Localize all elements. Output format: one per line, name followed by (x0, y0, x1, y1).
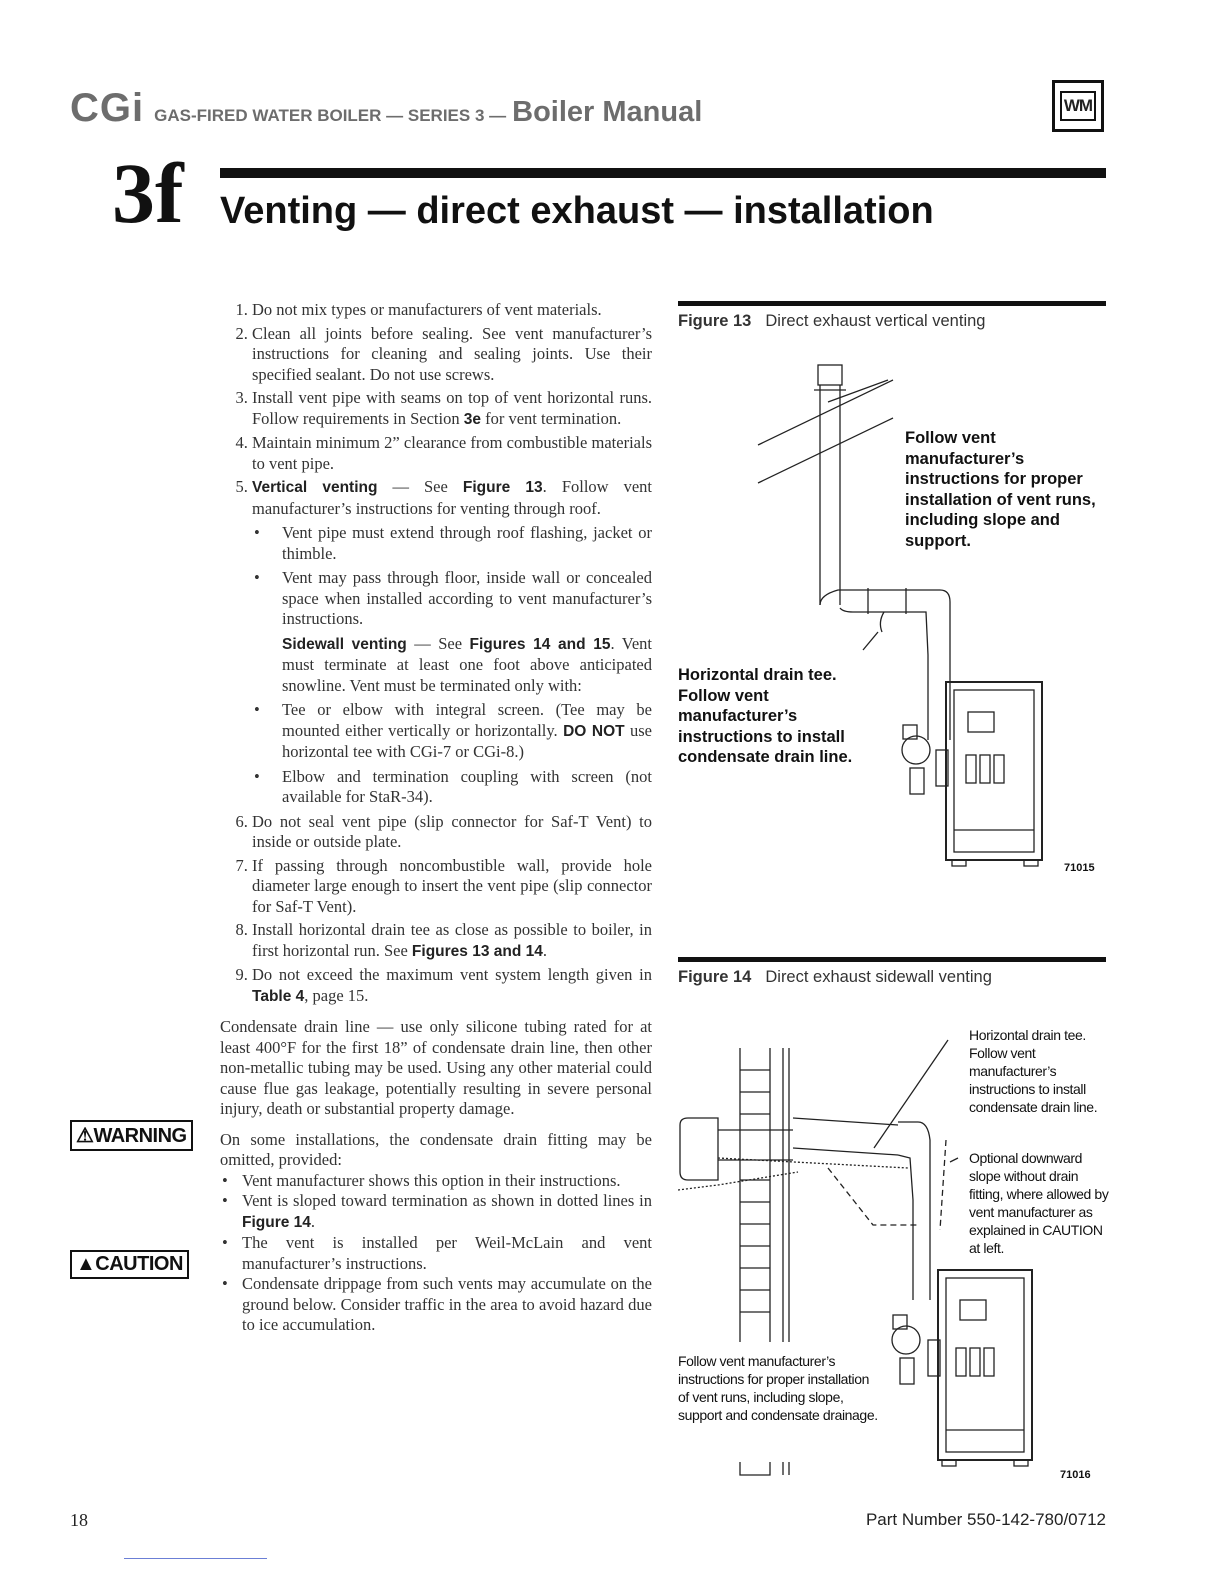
warning-text: Condensate drain line — use only silicone tubing rated for at least 400°F for the first 18” of condensate drain line, then other non-metallic tubing may be used. Using any other material could cause flue gas leakage, potentially resulting in severe personal injury, death or substantial property damage. (220, 1017, 652, 1118)
step-text: . Follow vent manufacturer’s instructions for venting through roof. (252, 477, 653, 518)
step-2 (252, 324, 652, 386)
bullet-item: • Vent may pass through floor, inside wall or concealed space when installed according to vent manufacturer’s instructions. (282, 568, 652, 630)
table-ref: Table 4 (252, 987, 305, 1005)
vertical-venting-heading: Vertical venting (252, 479, 378, 496)
figure-ref: Figure 13 (462, 479, 543, 496)
sidewall-venting-paragraph (282, 634, 652, 697)
step-text: If passing through noncombustible wall, provide hole diameter large enough to insert the vent pipe (slip connector for Saf-T Vent). (252, 855, 652, 916)
caution-triangle-icon: ▲ (76, 1253, 96, 1275)
step-text: Maintain minimum 2” clearance from combustible materials to vent pipe. (252, 433, 652, 473)
header-manual-title: Boiler Manual (512, 96, 703, 128)
step-text: Do not mix types or manufacturers of vent materials. (252, 300, 602, 319)
figure-13-vent-note: Follow vent manufacturer’s instructions for proper installation of vent runs, including slope and support. (905, 429, 1096, 550)
bullet-text: Tee or elbow with integral screen. (Tee may be mounted either vertically or horizontally. (282, 700, 652, 740)
warning-notice (220, 1017, 652, 1120)
warning-badge (70, 1120, 193, 1151)
step-8 (252, 920, 652, 962)
caution-bullets (220, 1171, 652, 1336)
sidewall-venting-bullets (252, 700, 652, 808)
step-5 (252, 477, 652, 808)
step-text: — See (377, 477, 463, 496)
step-text: Clean all joints before sealing. See vent manufacturer’s instructions for cleaning and sealing joints. Use their specified sealant. Do not use screws. (252, 323, 652, 384)
bullet-item: • Vent manufacturer shows this option in their instructions. (242, 1171, 652, 1192)
bullet-item (282, 700, 652, 763)
figure-13-title: Direct exhaust vertical venting (765, 312, 986, 330)
warning-label: WARNING (93, 1125, 187, 1147)
part-number: Part Number 550-142-780/0712 (865, 1510, 1106, 1529)
section-rule (220, 168, 1106, 178)
step-text: . (542, 940, 547, 960)
figure-14-number: 71016 (1060, 1469, 1091, 1481)
step-text: Do not seal vent pipe (slip connector for Saf-T Vent) to inside or outside plate. (252, 811, 652, 851)
figure-13-caption (678, 312, 985, 331)
step-9 (252, 965, 652, 1007)
caution-label: CAUTION (95, 1253, 183, 1275)
bullet-text: . (310, 1211, 316, 1231)
figure-13-number: 71015 (1064, 862, 1095, 874)
running-header (70, 86, 702, 131)
bullet-item: • Elbow and termination coupling with screen (not available for StaR-34). (282, 767, 652, 808)
step-1 (252, 300, 652, 321)
page-number: 18 (70, 1510, 88, 1530)
figure-14-caption (678, 968, 992, 987)
header-subtitle: GAS-FIRED WATER BOILER — SERIES 3 — (154, 106, 507, 125)
figure-ref: Figure 14 (242, 1213, 311, 1231)
figure-14-vent-note: Follow vent manufacturer’s instructions for proper installation of vent runs, including slope, support and condensate drainage. (678, 1353, 878, 1423)
sidewall-venting-heading: Sidewall venting (282, 635, 407, 653)
step-text: Do not exceed the maximum vent system length given in (252, 965, 652, 984)
figure-ref: Figures 14 and 15 (469, 635, 611, 653)
step-text: — See (406, 633, 470, 653)
step-text: Install vent pipe with seams on top of vent horizontal runs. Follow requirements in Section (252, 388, 652, 428)
bullet-item: • Condensate drippage from such vents may accumulate on the ground below. Consider traffic in the area to avoid hazard due to ice accumulation. (242, 1274, 652, 1336)
bullet-text: use horizontal tee with CGi-7 or CGi-8.) (282, 720, 652, 761)
caution-badge (70, 1250, 189, 1279)
figure-14-rule (678, 957, 1106, 962)
step-3 (252, 388, 652, 430)
bullet-item: • The vent is installed per Weil-McLain and vent manufacturer’s instructions. (242, 1233, 652, 1274)
step-text: Install horizontal drain tee as close as possible to boiler, in first horizontal run. See (252, 920, 652, 960)
bullet-item (242, 1191, 652, 1233)
bullet-text: Vent is sloped toward termination as shown in dotted lines in (242, 1191, 652, 1210)
step-7 (252, 856, 652, 918)
figure-14-drain-note: Horizontal drain tee. Follow vent manufacturer’s instructions to install condensate drain line. (969, 1027, 1098, 1115)
bullet-item: • Vent pipe must extend through roof flashing, jacket or thimble. (282, 523, 652, 564)
instructions-column (220, 300, 652, 1336)
section-title: Venting — direct exhaust — installation (220, 190, 934, 232)
figure-14-title: Direct exhaust sidewall venting (765, 968, 992, 986)
instruction-list (220, 300, 652, 1007)
step-4 (252, 433, 652, 474)
step-6 (252, 812, 652, 853)
figure-13-rule (678, 301, 1106, 306)
figure-14-label: Figure 14 (678, 968, 752, 986)
section-number: 3f (112, 145, 184, 241)
emphasis: DO NOT (563, 722, 625, 740)
figure-13-label: Figure 13 (678, 312, 752, 330)
footer-link-underline (124, 1558, 267, 1559)
figure-14-slope-note: Optional downward slope without drain fitting, where allowed by vent manufacturer as explained in CAUTION at left. (969, 1150, 1109, 1256)
section-ref: 3e (463, 410, 481, 428)
figure-13-drain-note: Horizontal drain tee. Follow vent manufacturer’s instructions to install condensate drain line. (678, 666, 853, 766)
warning-triangle-icon: ⚠ (76, 1125, 94, 1147)
brand-name: CGi (70, 86, 145, 130)
step-text: , page 15. (304, 985, 369, 1005)
weil-mclain-logo (1052, 80, 1104, 132)
figure-13-vertical-venting-diagram (678, 340, 1106, 880)
figure-ref: Figures 13 and 14 (411, 942, 543, 960)
caution-notice (220, 1130, 652, 1336)
logo-text: WM (1060, 91, 1096, 121)
vertical-venting-bullets (252, 523, 652, 630)
step-text: . Vent must terminate at least one foot above anticipated snowline. Vent must be terminated only with: (282, 633, 652, 695)
step-text: for vent termination. (480, 408, 622, 428)
caution-intro: On some installations, the condensate drain fitting may be omitted, provided: (220, 1129, 652, 1169)
